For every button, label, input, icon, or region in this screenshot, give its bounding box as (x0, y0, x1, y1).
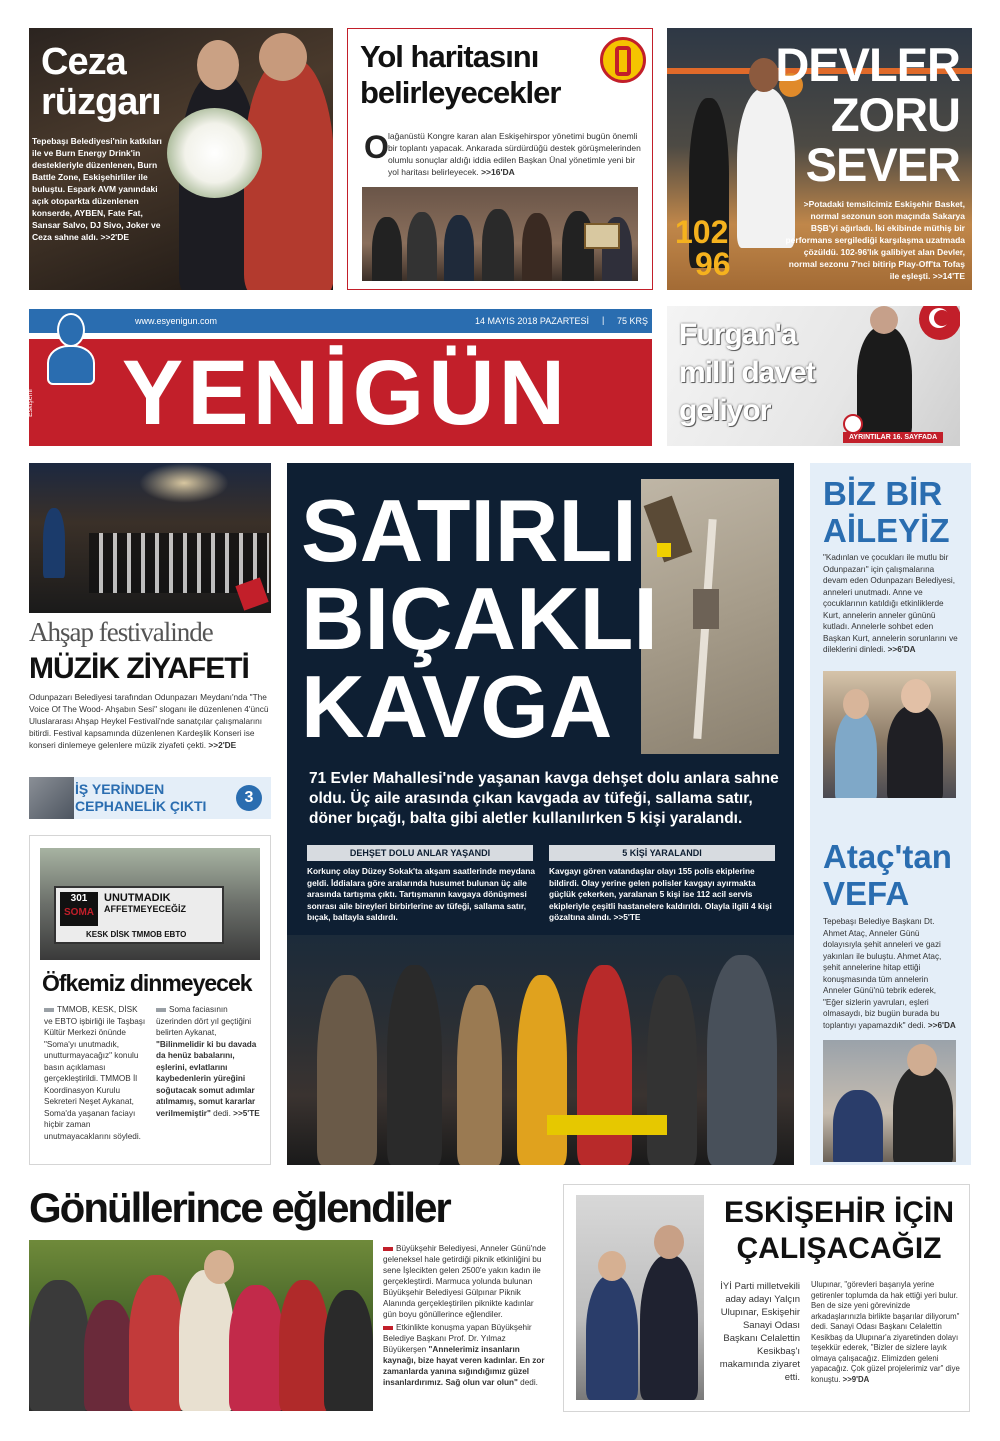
main-story[interactable] (287, 463, 794, 1165)
calisacagiz-col1: İYİ Parti milletvekili aday adayı Yalçın Ulupınar, Eskişehir Sanayi Odası Başkanı Celalettin Kesikbaş'ı makamında ziyaret etti. (719, 1281, 800, 1383)
banner-line2: AFFETMEYECEĞİZ (104, 904, 187, 914)
main-ref[interactable]: >>5'TE (613, 912, 641, 922)
odunpazari-photo (823, 671, 956, 798)
top-story-basket[interactable] (667, 28, 972, 290)
banner-number: 301 (70, 893, 88, 904)
atac-ref[interactable]: >>6'DA (927, 1020, 956, 1030)
kongre-photo (362, 187, 638, 281)
main-col1: Korkunç olay Düzey Sokak'ta akşam saatlerinde meydana geldi. İddialara göre aralarında husumet bulunan üç aile arasında tartışma çıktı. Tartışmanın kavgaya dönüşmesi sonrası aile bireyleri birbirlerine av tüfeği, sallama satır, bıçak, baltayla saldırdı. (307, 866, 535, 922)
festival-ref[interactable]: >>2'DE (208, 740, 237, 750)
ulupinar-photo (576, 1195, 704, 1400)
cephanelik-text: İŞ YERİNDEN CEPHANELİK ÇIKTI (75, 781, 207, 814)
evidence-photo (641, 479, 779, 754)
furgan-story[interactable] (667, 306, 960, 446)
furgan-details-tag[interactable]: AYRINTILAR 16. SAYFADA (843, 432, 943, 443)
masthead-title-block (29, 339, 652, 446)
atac-headline: Ataç'tan VEFA (823, 838, 952, 912)
atac-body: Tepebaşı Belediye Başkanı Dt. Ahmet Ataç, Anneler Günü dolayısıyla şehit anneleri ve gazi yakınları ile buluştu. Ahmet Ataç, şehit annelerine hitap ettiği konuşmasında tüm annelerin Anneler Günü'nü tebrik ederek, "Eğer sizlerin yavruları, eşleri olmasaydı, biz bugün burada bu toplantıyı yapamazdık" dedi. >>6'DA (823, 917, 956, 1030)
masthead (29, 309, 652, 446)
calisacagiz-story[interactable] (563, 1184, 970, 1412)
devler-ref[interactable]: >>14'TE (932, 271, 965, 281)
banner-line1: UNUTMADIK (104, 892, 171, 904)
aileyiz-headline: BİZ BİR AİLEYİZ (823, 475, 950, 549)
yol-headline: Yol haritasını belirleyecekler (360, 39, 561, 110)
ofke-col2: Soma faciasının üzerinden dört yıl geçtiğini belirten Aykanat, "Bilinmelidir ki bu davada da henüz babalarını, eşlerini, evlatlarını kaybedenlerin yüreğini soğutacak somut adımlar atılmamış, somut kararlar verilmemiştir" dedi. >>5'TE (156, 1005, 260, 1118)
atac-photo (823, 1040, 956, 1162)
top-story-eskisehirspor[interactable] (347, 28, 653, 290)
banner-soma: SOMA (64, 907, 94, 918)
calisacagiz-headline: ESKİŞEHİR İÇİN ÇALIŞACAĞIZ (723, 1196, 955, 1265)
yol-body: lağanüstü Kongre karan alan Eskişehirspor yönetimi bugün önemli bir toplantı yapacak. Ankarada sürdürdüğü destek görüşmelerinden olumlu sonuçlar aldığı iddia edilen Başkan Ünal yönetimle yeni bir yol haritası belirleyecek. >>16'DA (388, 131, 641, 177)
piknik-body: Büyükşehir Belediyesi, Anneler Günü'nde geleneksel hale getirdiği piknik etkinliğini bu sene İşlecikten gelen 2500'e yakın kadın ile gerçekleştirdi. Marmuca yolunda bulunan Büyükşehir Belediyesi Gülpınar Piknik Alanında gerçekleştirilen piknikte kadınlar gün boyu gönüllerince eğlendiler. Etkinlikte konuşma yapan Büyükşehir Belediye Başkanı Prof. Dr. Yılmaz Büyükerşen "Annelerimiz insanların kaynağı, bize hayat veren kadınlar. En zor zamanlarda yanına sığındığımız güzel insanlardırımız. Sağ olun var olun" dedi. (383, 1244, 546, 1387)
site-url[interactable]: www.esyenigun.com (135, 316, 218, 326)
devler-body: >Potadaki temsilcimiz Eskişehir Basket, normal sezonun son maçında Sakarya BŞB'yi ağırladı. İki ekibinde müthiş bir performans sergilediği karşılaşma uzatmada çözüldü. 102-96'lık galibiyet alan Devler, normal sezonu 7'nci bitirip Play-Off'ta Tofaş ile eşleşti. >>14'TE (785, 199, 965, 281)
cephanelik-page: 3 (236, 785, 262, 811)
masthead-city: Eskişehir (27, 388, 34, 417)
main-headline: SATIRLI BIÇAKLI KAVGA (301, 481, 658, 756)
piknik-photo (29, 1240, 373, 1411)
festival-headline: MÜZİK ZİYAFETİ (29, 652, 249, 685)
ofke-col1: TMMOB, KESK, DİSK ve EBTO işbirliği ile Taşbaşı Kültür Merkezi önünde "Soma'yı unutmadık, unutturmayacağız" konulu basın açıklaması gerçekleştirildi. TMMOB İl Koordinasyon Kurulu Sekreteri Neşet Aykanat, Soma'da yaşanan faciayı hiçbir zaman unutmayacaklarını söyledi. (44, 1005, 146, 1141)
issue-date: 14 MAYIS 2018 PAZARTESİ (475, 316, 590, 326)
piknik-headline: Gönüllerince eğlendiler (29, 1184, 450, 1231)
main-sub2: 5 KİŞİ YARALANDI (549, 845, 775, 861)
devler-headline: DEVLER ZORU SEVER (775, 38, 960, 191)
festival-body: Odunpazarı Belediyesi tarafından Odunpazarı Meydanı'nda "The Voice Of The Wood- Ahşabın Sesi" sloganı ile düzenlenen 4'üncü Uluslararası Ahşap Heykel Festivali'nde sanatçılar çalışmalarını bitirdi. Festival kapsamında düzenlenen Kardeşlik Konseri ise konseri dinlemeye gelenlere müzik ziyafeti çekti. >>2'DE (29, 692, 269, 750)
yol-ref[interactable]: >>16'DA (481, 167, 515, 177)
aileyiz-ref[interactable]: >>6'DA (887, 645, 916, 654)
aileyiz-body: "Kadınlan ve çocukları ile mutlu bir Odunpazarı" için çalışmalarına devam eden Odunpazarı Belediyesi, anneleri unutmadı. Anne ve çocuklarının katıldığı etkinliklerde Kurt, annelerin anneler gününü kutladı. Annelerle sohbet eden Başkan Kurt, annelerin sorunlarını ve dileklerini dinledi. >>6'DA (823, 553, 958, 654)
ceza-body: Tepebaşı Belediyesi'nin katkıları ile ve Burn Energy Drink'in destekleriyle düzenlenen, Burn Battle Zone, Eskişehirliler ile buluştu. Espark AVM yanındaki açık otoparkta düzenlenen konserde, AYBEN, Fate Fat, Sansar Salvo, DJ Sivo, Joker ve Ceza sahne aldı. >>2'DE (32, 136, 162, 242)
crime-scene-photo (287, 935, 794, 1165)
main-col2: Kavgayı gören vatandaşlar olayı 155 polis ekiplerine bildirdi. Olay yerine gelen polisler kavgayı ayırmakta güçlük çekerken, yaralanan 5 kişi ise 112 acil servis ekipleriyle çeşitli hastanelere kaldırıldı. Olayla ilgili 4 kişi gözaltına alındı. >>5'TE (549, 866, 772, 922)
basket-score: 102 96 (675, 214, 731, 282)
protest-banner (54, 886, 224, 944)
masthead-info-bar: www.esyenigun.com 14 MAYIS 2018 PAZARTESİ | 75 KRŞ (29, 309, 652, 333)
festival-kicker: Ahşap festivalinde (29, 617, 213, 647)
masthead-title: YENİGÜN (121, 342, 570, 444)
furgan-headline: Furgan'a milli davet geliyor (679, 318, 815, 427)
eskisehirspor-logo-icon (600, 37, 646, 83)
ceza-headline: Ceza rüzgarı (41, 41, 161, 123)
ofke-story[interactable] (29, 835, 271, 1165)
main-sub1: DEHŞET DOLU ANLAR YAŞANDI (307, 845, 533, 861)
ofke-ref[interactable]: >>5'TE (233, 1108, 260, 1118)
yol-dropcap: O (364, 129, 389, 165)
ceza-ref[interactable]: >>2'DE (100, 232, 129, 242)
issue-price: 75 KRŞ (617, 316, 649, 326)
cephanelik-promo[interactable] (29, 777, 271, 819)
top-story-ceza[interactable] (29, 28, 333, 290)
ofke-headline: Öfkemiz dinmeyecek (42, 970, 252, 996)
calisacagiz-ref[interactable]: >>9'DA (842, 1374, 870, 1384)
banner-line3: KESK DİSK TMMOB EBTO (86, 930, 187, 939)
festival-photo (29, 463, 271, 613)
calisacagiz-col2: Ulupınar, "görevleri başarıyla yerine getirenler toplumda da hak ettiği yeri bulur. Ben de size yeni görevinizde arkadaşlarınızla birlikte başarılar diliyorum" dedi. Sanayi Odası Başkanı Celalettin Kesikbaş da Ulupınar'a ziyaretinden dolayı teşekkür ederek, "Bizler de sizlere layık olmaya çalışacağız. Elimizden geleni yapacağız. Çok güzel projelerimiz var" diye konuştu. >>9'DA (811, 1280, 960, 1384)
protest-photo (40, 848, 260, 960)
main-lead: 71 Evler Mahallesi'nde yaşanan kavga dehşet dolu anlara sahne oldu. Üç aile arasında çıkan kavgada av tüfeği, sallama satır, döner bıçağı, balta gibi aletler kullanılırken 5 kişi yaralandı. (309, 770, 779, 827)
